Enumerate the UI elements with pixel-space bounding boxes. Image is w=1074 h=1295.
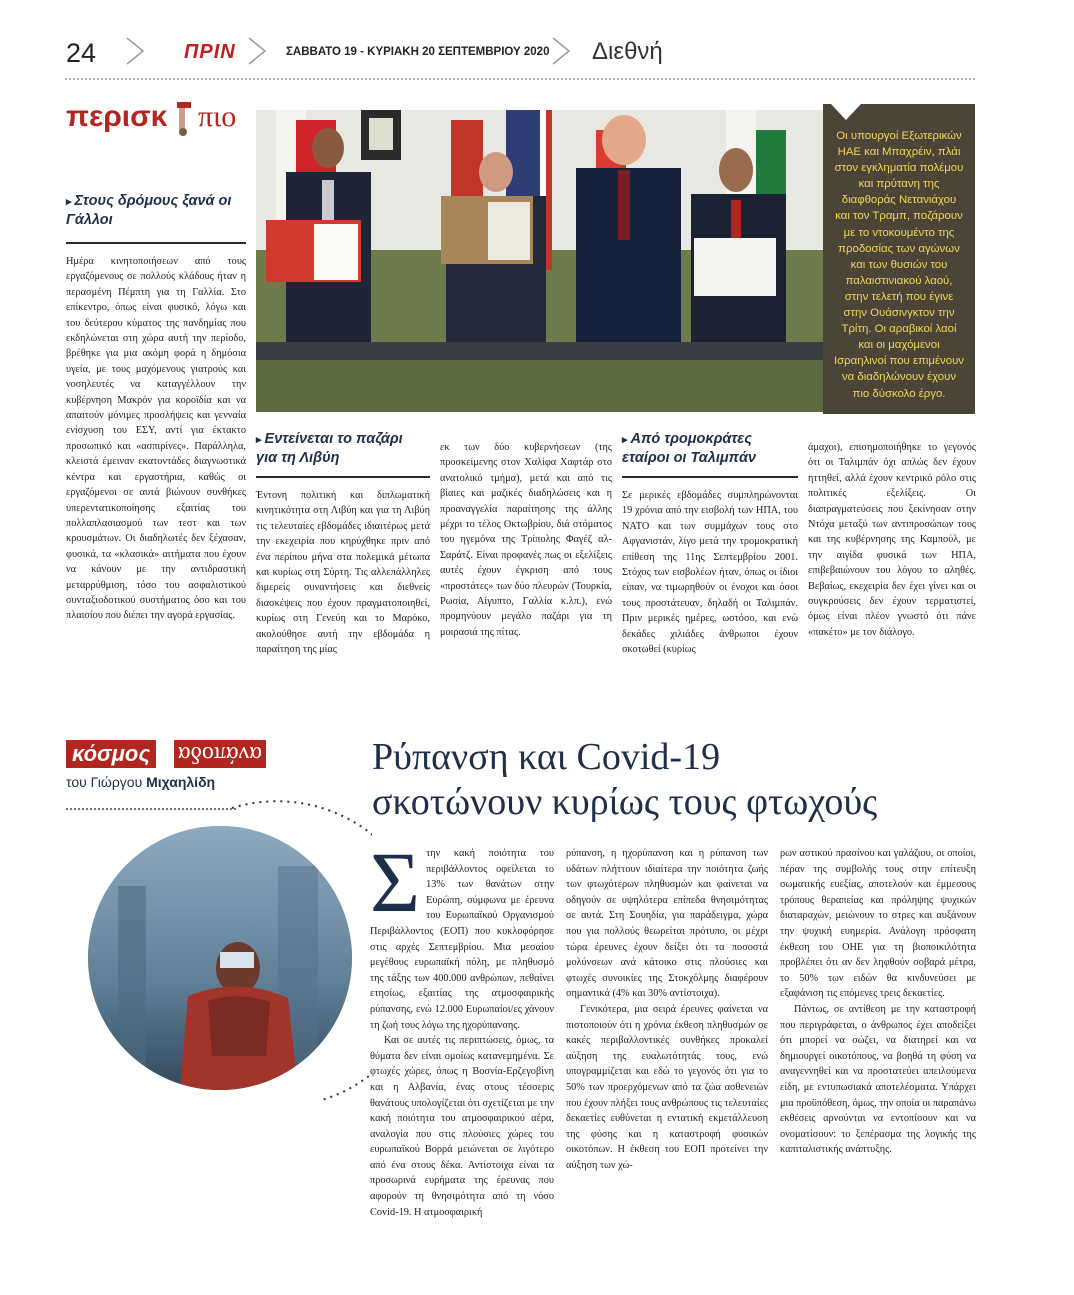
header-divider: [65, 78, 975, 80]
photo-caption-text: Οι υπουργοί Εξωτερικών ΗΑΕ και Μπαχρέιν, πλάι στον εγκληματία πολέμου και πρύτανη της διαφθοράς Νετανιάχου και τον Τραμπ, ποζάρουν με το ντοκουμέντο της προδοσίας των αγώνων και των θυσιών του παλαιστινιακού λαού, στην τελετή που έγινε στην Ουάσινγκτον την Τρίτη. Οι αραβικοί λαοί και οι μαχόμενοι Ισραηλινοί που επιμένουν να διαδηλώνουν έχουν πιο δύσκολο έργο.: [833, 130, 965, 400]
article-col2: ρύπανση, η ηχορύπανση και η ρύπανση των υδάτων πλήττουν ιδιαίτερα την ποιότητα ζωής των φτωχότερων πληθυσμών και φαίνεται να οδηγούν σε υψηλότερα επίπεδα θνησιμότητας σε αυτά. Στη Σουηδία, για παράδειγμα, χώρα που για πολλούς θεωρείται πρότυπο, οι μέχρι τώρα έρευνες έχουν δείξει ότι τα ποσοστά μολύνσεων ανά κάτοικο στις πλούσιες και φτωχές συνοικίες της Στοκχόλμης διαφέρουν σημαντικά (4% και 30% αντίστοιχα). Γενικότερα, μια σειρά έρευνες φαίνεται να πιστοποιούν ότι η χρόνια έκθεση πληθυσμών σε κακές περιβαλλοντικές συνθήκες προκαλεί αύξηση της ευαλωτότητάς τους, ενώ υπογραμμίζεται και εδώ το γεγονός ότι για το 50% των προερχόμενων από τα ζώα ασθενειών που έχουν πλήξει τους ανθρώπους τις τελευταίες δεκαετίες ευθύνεται η εντατική εκμετάλλευση της φύσης και η καταστροφή φυσικών οικοτόπων. Η έκθεση του ΕΟΠ προτείνει την αύξηση των χώ-: [566, 848, 768, 1171]
byline-prefix: του Γιώργου: [66, 774, 143, 790]
subhead-rule: [256, 476, 430, 478]
periskopio-title: [66, 100, 246, 140]
triangle-right-icon: ▸: [66, 196, 72, 208]
article-col1: Σ την κακή ποιότητα του περιβάλλοντος οφείλεται το 13% των θανάτων στην Ευρώπη, σύμφωνα με έρευνα του Ευρωπαϊκού Οργανισμού Περιβάλλοντος (ΕΟΠ) που κυκλοφόρησε στις αρχές Σεπτεμβρίου. Μια μεσαίου μεγέθους ευρωπαϊκή πόλη, με πληθυσμό της τάξης των 400.000 ανθρώπων, πεθαίνει ετησίως, εξαιτίας της ατμοσφαιρικής ρύπανσης, ενώ 12.000 Ευρωπαίοι/ες χάνουν τη ζωή τους λόγω της ηχορύπανσης. Και σε αυτές τις περιπτώσεις, όμως, τα θύματα δεν είναι ομοίως κατανεμημένα. Σε φτωχές χώρες, όπως η Βοσνία-Ερζεγοβίνη και η Αλβανία, ένας στους τέσσερις θανάτους υπολογίζεται ότι σχετίζεται με την κακή ποιότητα του ατμοσφαιρικού αέρα, αναλογία που στις πλούσιες χώρες του ευρωπαϊκού Βορρά μειώνεται σε λιγότερο από ένα στους δέκα. Αντίστοιχα είναι τα προσωρινά ευρήματα της έρευνας που αφορούν τη θνησιμότητα από τη νόσο Covid-19. Η ατμοσφαιρική: [370, 834, 554, 1218]
photo-caption-box: [823, 104, 975, 414]
periscope-icon: [169, 102, 197, 136]
subhead-rule: [66, 242, 246, 244]
signing-ceremony-photo: [256, 110, 823, 412]
smog-photo-illustration: [88, 826, 352, 1090]
chevron-right-icon: [550, 36, 572, 66]
chevron-right-icon: [124, 36, 146, 66]
kosmos-title-left: κόσμος: [66, 740, 156, 768]
issue-date: ΣΑΒΒΑΤΟ 19 - ΚΥΡΙΑΚΗ 20 ΣΕΠΤΕΜΒΡΙΟΥ 2020: [286, 46, 550, 58]
section-name: Διεθνή: [592, 38, 663, 65]
taliban-col1: Σε μερικές εβδομάδες συμπληρώνονται 19 χρόνια από την εισβολή των ΗΠΑ, του ΝΑΤΟ και των συμμάχων τους στο Αφγανιστάν, λίγο μετά την τρομοκρατική επίθεση της 11ης Σεπτεμβρίου 2001. Στόχος των εισβολέων ήταν, όπως οι ίδιοι είπαν, να τιμωρηθούν οι ένοχοι και όσοι τους προστάτευαν, δηλαδή οι Ταλιμπάν. Πριν μερικές ημέρες, ωστόσο, και ενώ δεκάδες χιλιάδες άνθρωποι έχουν σκοτωθεί (κυρίως: [622, 490, 798, 656]
caption-notch-icon: [831, 104, 861, 120]
taliban-col2: άμαχοι), επισημοποιήθηκε το γεγονός ότι οι Ταλιμπάν όχι απλώς δεν έχουν ηττηθεί, αλλά έχουν κεντρικό ρόλο στις πολιτικές εξελίξεις. Οι διαπραγματεύσεις που ξεκίνησαν στην Ντόχα μεταξύ των αντιπροσώπων τους και της κυβέρνησης της Καμπούλ, με την αιγίδα φυσικά των ΗΠΑ, επιβεβαιώνουν του λόγου το αληθές. Βεβαίως, εκεχειρία δεν έχει γίνει και οι συγκρούσεις δεν έχουν τερματιστεί, όμως είναι πλέον γνωστό ότι πάνε «πακέτο» με τον διάλογο.: [808, 442, 976, 638]
periskopio-body: Ημέρα κινητοποιήσεων από τους εργαζόμενους σε πολλούς κλάδους ήταν η περασμένη Πέμπτη για τη Γαλλία. Στο επίκεντρο, όπως είναι φυσικό, λόγω και του δεύτερου κύματος της πανδημίας που εκδηλώνεται στη χώρα αυτή την περίοδο, βρέθηκε για μια ακόμη φορά η δημόσια υγεία, με τους μαχόμενους γιατρούς και νοσηλευτές να καταγγέλλουν την κυβέρνηση Μακρόν για κοροϊδία και να απαιτούν μόνιμες προσλήψεις και γενναία ενίσχυση του ΕΣΥ, αντί για έκτακτο προσωπικό και «ασπιρίνες». Παράλληλα, κλειστά έμειναν εκατοντάδες διαγνωστικά κέντρα και εργαστήρια, καθώς οι εργαζόμενοι σε αυτά βιώνουν συνθήκες υπερεντατικοποίησης εξαιτίας του πολλαπλασιασμού των τεστ και των κρουσμάτων. Οι διαδηλωτές δεν ξέχασαν, φυσικά, τα «κλασικά» αιτήματα που έχουν να κάνουν με την αντιδραστική μεταρρύθμιση, τόσο του ασφαλιστικού συνταξιοδοτικού συστήματος όσο και του πλαισίου που διέπει την αγορά εργασίας.: [66, 256, 246, 622]
photo-illustration: [256, 110, 823, 412]
periskopio-subhead: ▸ Στους δρόμους ξανά οι Γάλλοι: [66, 193, 232, 228]
subhead-rule: [622, 476, 798, 478]
headline-line2: σκοτώνουν κυρίως τους φτωχούς: [372, 781, 878, 823]
newspaper-logo: ΠΡΙΝ: [184, 41, 236, 63]
triangle-right-icon: ▸: [622, 434, 628, 446]
libya-subhead: ▸ Εντείνεται το παζάρι για τη Λιβύη: [256, 431, 403, 466]
periskopio-title-right: πιο: [198, 100, 237, 133]
triangle-right-icon: ▸: [256, 434, 262, 446]
taliban-subhead: ▸ Από τρομοκράτες εταίροι οι Ταλιμπάν: [622, 431, 757, 466]
headline-line1: Ρύπανση και Covid-19: [372, 736, 721, 778]
dropcap: Σ: [370, 834, 421, 930]
periskopio-title-left: περισκ: [66, 100, 168, 133]
kosmos-title-right: ανάποδα: [174, 740, 266, 768]
libya-col2: εκ των δύο κυβερνήσεων (της προσκείμενης στον Χαλίφα Χαφτάρ στο ανατολικό τμήμα), μετά και από τις βίαιες και μαζικές διαδηλώσεις και η προαναγγελία παραίτησης της άλλης μέχρι το τέλος Οκτωβρίου, διά στόματος του ηγεμόνα της Τρίπολης Φαγέζ αλ-Σαράτζ. Είναι προφανές πως οι εξελίξεις αυτές έχουν έγκριση από τους «προστάτες» των δύο πλευρών (Τουρκία, Ρωσία, Αίγυπτο, Γαλλία κ.λπ.), ενώ προμηνύουν μεγάλο παζάρι για τη μοιρασιά της πίτας.: [440, 442, 612, 638]
smog-photo: [88, 826, 352, 1090]
byline-name: Μιχαηλίδη: [146, 774, 216, 790]
chevron-right-icon: [246, 36, 268, 66]
page-number: 24: [66, 38, 97, 68]
byline: [66, 774, 215, 790]
libya-col1: Έντονη πολιτική και διπλωματική κινητικότητα στη Λιβύη και για τη Λιβύη τις τελευταίες εβδομάδες ιδιαιτέρως μετά την εκεχειρία που κηρύχθηκε πριν από ένα περίπου μήνα στα πολεμικά μέτωπα και κυρίως στη Σύρτη. Τις αλλεπάλληλες διμερείς συναντήσεις και διεθνείς διασκέψεις που έχουν πραγματοποιηθεί, κυρίως στη Γενεύη και το Μαρόκο, ακολούθησε αυτή την εβδομάδα η παραίτηση της μίας: [256, 490, 430, 656]
article-col3: ρων αστικού πρασίνου και γαλάζιου, οι οποίοι, πέραν της συμβολής τους στην επίτευξη σωματικής ευεξίας, αποτελούν και έμμεσους τρόπους θεραπείας και πρόληψης ψυχικών διαταραχών, μειώνουν το στρες και αυξάνουν την ψυχική ευημερία. Ανάλογη πρόσφατη έκθεση του ΟΗΕ για τη βιοποικιλότητα προβλέπει ότι αν δεν ληφθούν σοβαρά μέτρα, το 50% των ειδών θα κινδυνεύσει με εξαφάνιση τις επόμενες τρεις δεκαετίες. Πάντως, σε αντίθεση με την καταστροφή που περιγράφεται, ο άνθρωπος έχει αποδείξει ότι μπορεί να σώζει, να διατηρεί και να δημιουργεί οικοτόπους, να βοηθά τη φύση να αναγεννηθεί και να προστατεύει απειλούμενα είδη, με εντυπωσιακά αποτελέσματα. Υπάρχει μια προϋπόθεση, όμως, την οποία οι παραπάνω εκθέσεις αρνούνται να εντοπίσουν και να ονοματίσουν: το ξεπέρασμα της λογικής της καπιταλιστικής ανάπτυξης.: [780, 848, 976, 1156]
